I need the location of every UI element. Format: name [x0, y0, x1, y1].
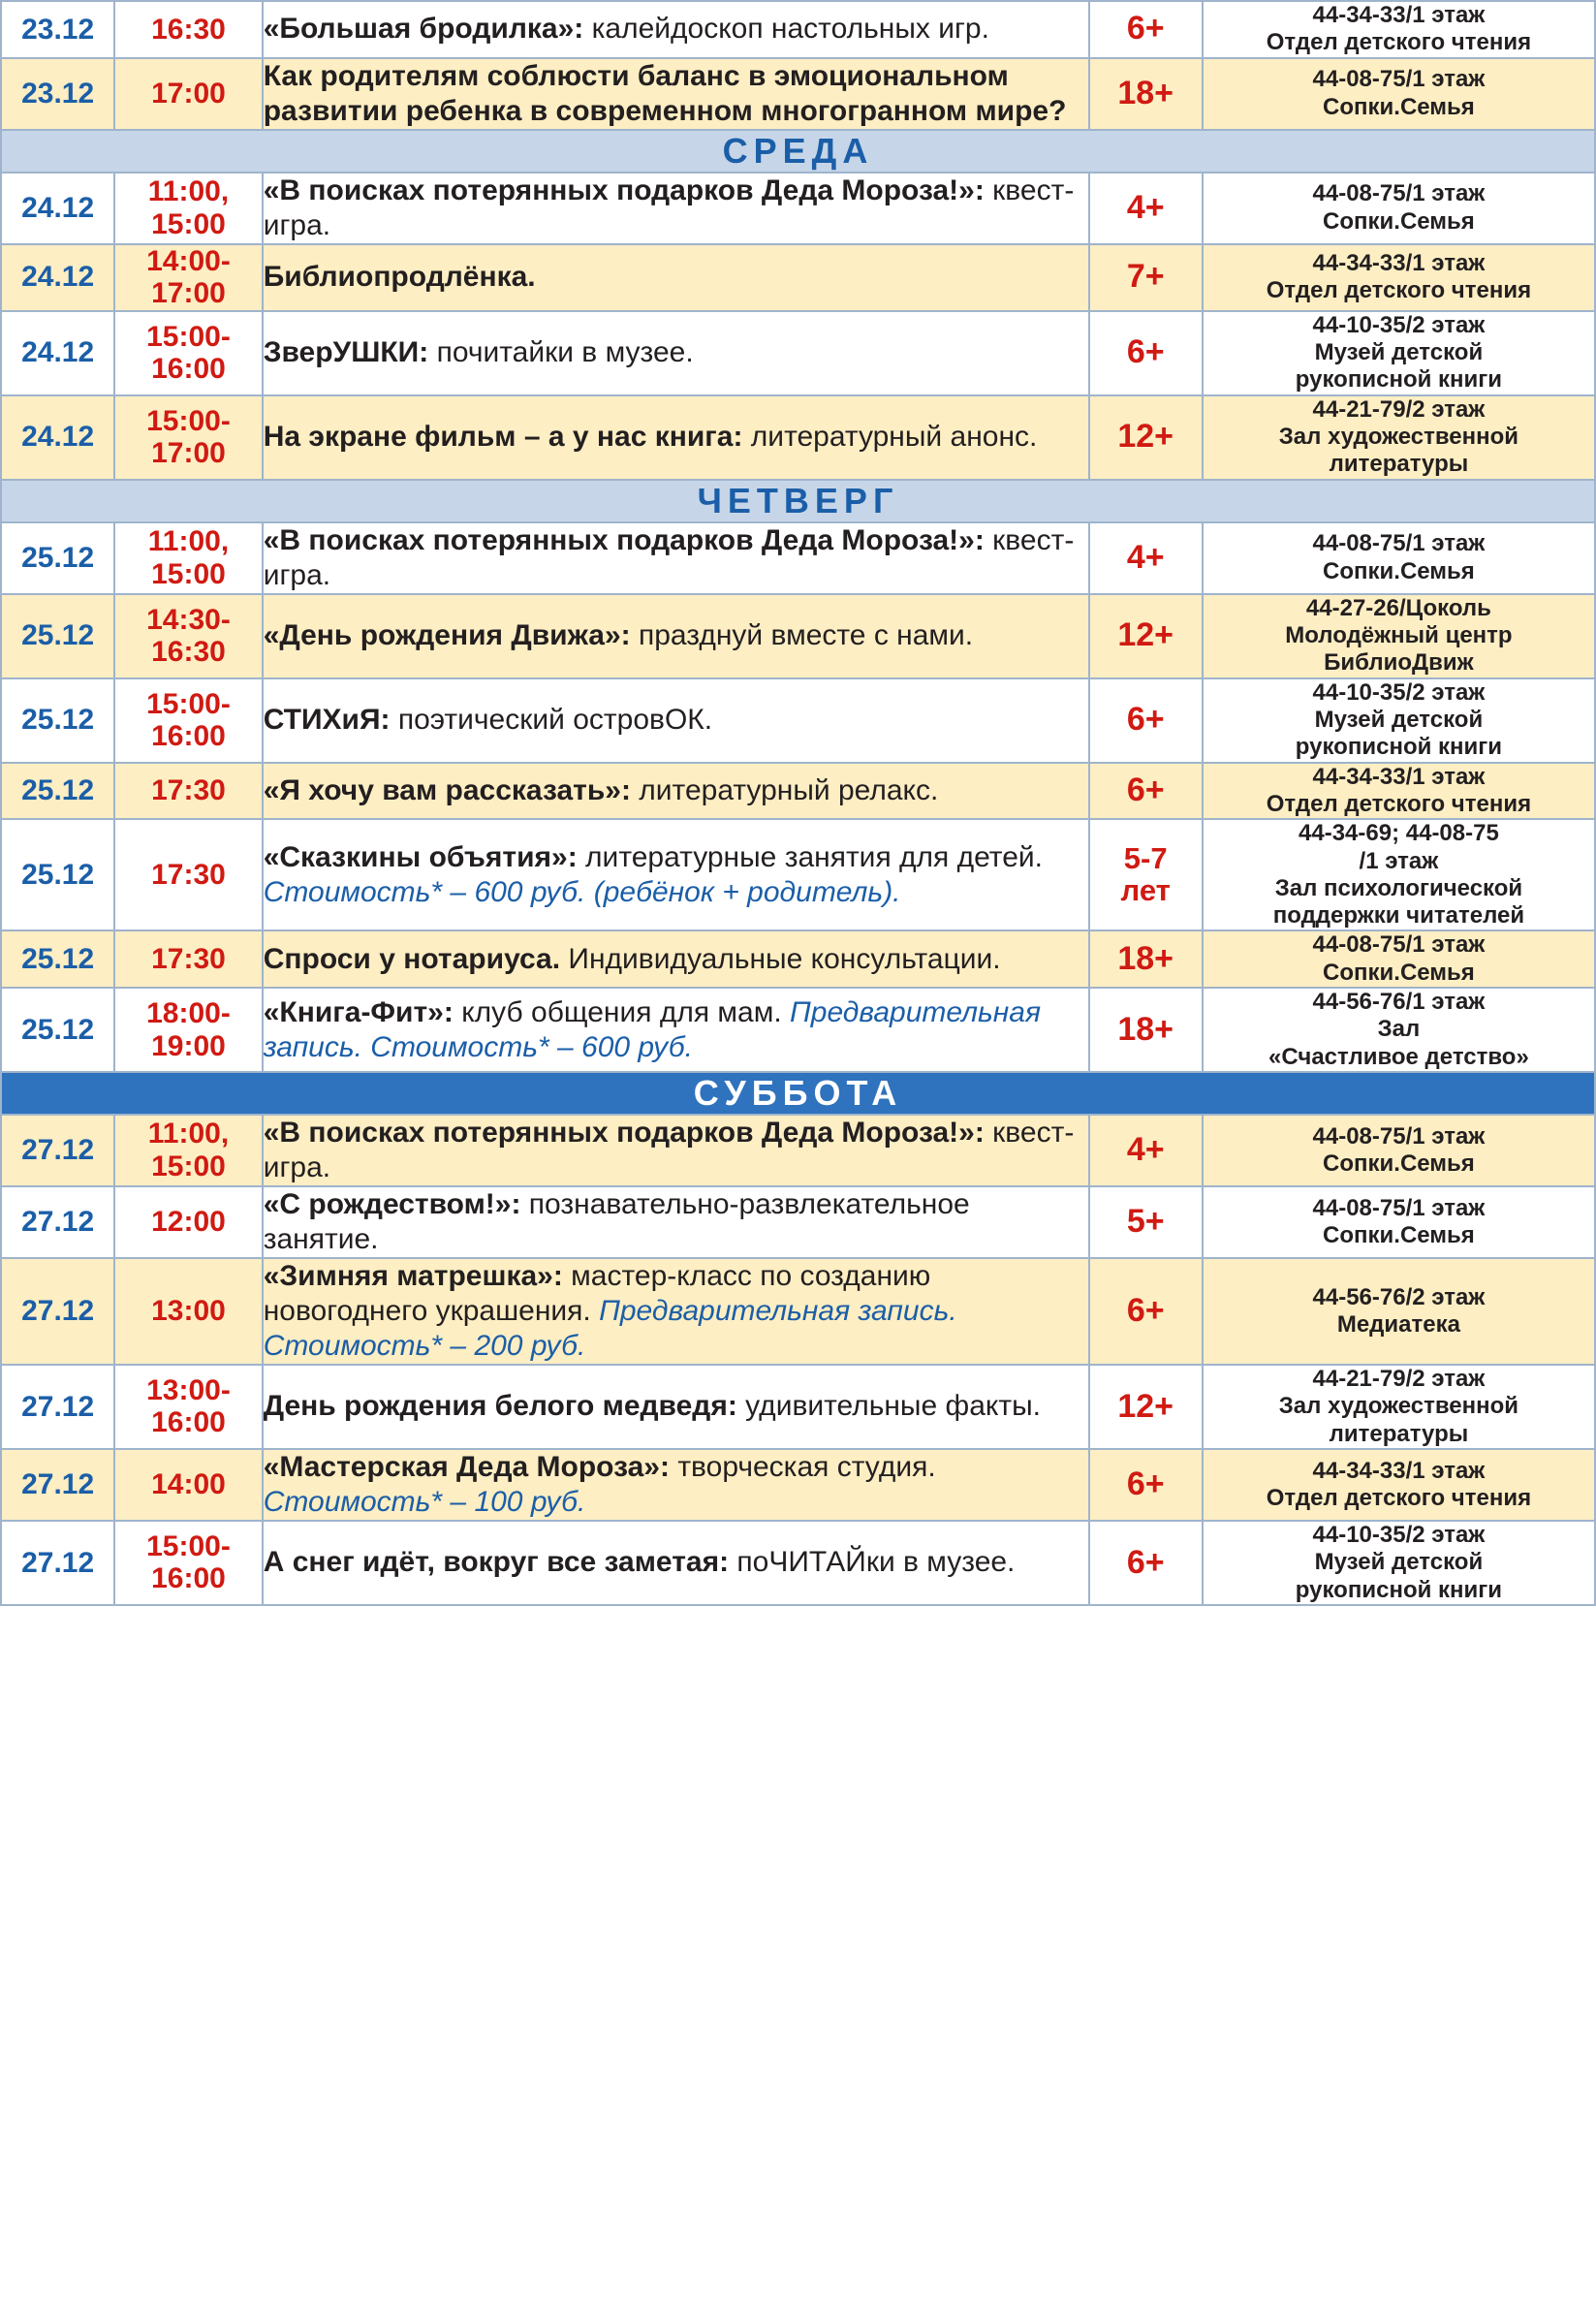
event-time: 16:30	[114, 1, 262, 58]
event-time: 17:30	[114, 930, 262, 988]
event-time: 17:30	[114, 819, 262, 930]
event-time: 17:30	[114, 763, 262, 820]
event-age-rating: 18+	[1089, 58, 1203, 130]
event-time: 15:00- 16:00	[114, 1521, 262, 1605]
table-row	[1, 1258, 1595, 1365]
event-title: День рождения белого медведя: удивительные факты.	[263, 1365, 1089, 1449]
table-row	[1, 594, 1595, 678]
event-location: 44-10-35/2 этаж Музей детской рукописной книги	[1203, 678, 1595, 763]
event-age-rating: 12+	[1089, 395, 1203, 480]
event-age-rating: 5-7 лет	[1089, 819, 1203, 930]
event-date: 25.12	[1, 522, 114, 594]
table-row	[1, 819, 1595, 930]
event-time: 13:00	[114, 1258, 262, 1365]
event-title: «Книга-Фит»: клуб общения для мам. Предварительная запись. Стоимость* – 600 руб.	[263, 988, 1089, 1072]
table-row	[1, 988, 1595, 1072]
event-age-rating: 6+	[1089, 1, 1203, 58]
event-date: 23.12	[1, 58, 114, 130]
event-location: 44-21-79/2 этаж Зал художественной литературы	[1203, 1365, 1595, 1449]
event-date: 27.12	[1, 1365, 114, 1449]
event-time: 14:00- 17:00	[114, 244, 262, 311]
schedule-body	[1, 1, 1595, 1605]
event-date: 24.12	[1, 244, 114, 311]
event-title: «Сказкины объятия»: литературные занятия для детей. Стоимость* – 600 руб. (ребёнок + родитель).	[263, 819, 1089, 930]
event-time: 11:00, 15:00	[114, 1115, 262, 1186]
table-row	[1, 1449, 1595, 1521]
event-date: 24.12	[1, 311, 114, 395]
day-header-row	[1, 480, 1595, 522]
table-row	[1, 244, 1595, 311]
event-title: «День рождения Движа»: празднуй вместе с нами.	[263, 594, 1089, 678]
event-location: 44-34-33/1 этаж Отдел детского чтения	[1203, 244, 1595, 311]
event-location: 44-56-76/2 этаж Медиатека	[1203, 1258, 1595, 1365]
table-row	[1, 395, 1595, 480]
event-title: Библиопродлёнка.	[263, 244, 1089, 311]
event-location: 44-56-76/1 этаж Зал «Счастливое детство»	[1203, 988, 1595, 1072]
event-title: «Большая бродилка»: калейдоскоп настольных игр.	[263, 1, 1089, 58]
event-date: 25.12	[1, 763, 114, 820]
event-date: 27.12	[1, 1258, 114, 1365]
event-time: 15:00- 16:00	[114, 678, 262, 763]
day-header-label: ЧЕТВЕРГ	[1, 480, 1595, 522]
table-row	[1, 1365, 1595, 1449]
event-date: 27.12	[1, 1449, 114, 1521]
event-age-rating: 5+	[1089, 1186, 1203, 1258]
table-row	[1, 678, 1595, 763]
event-title: «В поисках потерянных подарков Деда Мороза!»: квест-игра.	[263, 1115, 1089, 1186]
event-location: 44-21-79/2 этаж Зал художественной литературы	[1203, 395, 1595, 480]
event-location: 44-08-75/1 этаж Сопки.Семья	[1203, 522, 1595, 594]
table-row	[1, 173, 1595, 244]
event-time: 13:00- 16:00	[114, 1365, 262, 1449]
event-date: 25.12	[1, 678, 114, 763]
event-title: «Зимняя матрешка»: мастер-класс по созданию новогоднего украшения. Предварительная запись. Стоимость* – 200 руб.	[263, 1258, 1089, 1365]
event-age-rating: 4+	[1089, 522, 1203, 594]
event-time: 15:00- 17:00	[114, 395, 262, 480]
table-row	[1, 1115, 1595, 1186]
table-row	[1, 1186, 1595, 1258]
event-time: 12:00	[114, 1186, 262, 1258]
event-age-rating: 6+	[1089, 311, 1203, 395]
event-location: 44-08-75/1 этаж Сопки.Семья	[1203, 930, 1595, 988]
event-date: 27.12	[1, 1186, 114, 1258]
event-age-rating: 6+	[1089, 678, 1203, 763]
event-time: 14:00	[114, 1449, 262, 1521]
event-location: 44-34-69; 44-08-75 /1 этаж Зал психологической поддержки читателей	[1203, 819, 1595, 930]
day-header-row	[1, 1072, 1595, 1115]
event-title: «С рождеством!»: познавательно-развлекательное занятие.	[263, 1186, 1089, 1258]
day-header-row	[1, 130, 1595, 173]
event-age-rating: 18+	[1089, 988, 1203, 1072]
event-date: 25.12	[1, 930, 114, 988]
event-date: 25.12	[1, 988, 114, 1072]
event-age-rating: 6+	[1089, 763, 1203, 820]
event-date: 25.12	[1, 594, 114, 678]
event-title: «Я хочу вам рассказать»: литературный релакс.	[263, 763, 1089, 820]
event-title: СТИХиЯ: поэтический островОК.	[263, 678, 1089, 763]
day-header-label: СРЕДА	[1, 130, 1595, 173]
event-location: 44-10-35/2 этаж Музей детской рукописной книги	[1203, 311, 1595, 395]
event-title: «В поисках потерянных подарков Деда Мороза!»: квест-игра.	[263, 173, 1089, 244]
event-date: 25.12	[1, 819, 114, 930]
event-date: 27.12	[1, 1521, 114, 1605]
event-title: «В поисках потерянных подарков Деда Мороза!»: квест-игра.	[263, 522, 1089, 594]
event-location: 44-08-75/1 этаж Сопки.Семья	[1203, 1115, 1595, 1186]
event-age-rating: 6+	[1089, 1521, 1203, 1605]
table-row	[1, 1521, 1595, 1605]
table-row	[1, 763, 1595, 820]
table-row	[1, 311, 1595, 395]
event-age-rating: 4+	[1089, 173, 1203, 244]
event-title: Как родителям соблюсти баланс в эмоциональном развитии ребенка в современном многогранном мире?	[263, 58, 1089, 130]
day-header-label: СУББОТА	[1, 1072, 1595, 1115]
table-row	[1, 1, 1595, 58]
event-age-rating: 12+	[1089, 594, 1203, 678]
event-time: 17:00	[114, 58, 262, 130]
table-row	[1, 930, 1595, 988]
event-title: «Мастерская Деда Мороза»: творческая студия. Стоимость* – 100 руб.	[263, 1449, 1089, 1521]
event-title: На экране фильм – а у нас книга: литературный анонс.	[263, 395, 1089, 480]
event-age-rating: 7+	[1089, 244, 1203, 311]
table-row	[1, 522, 1595, 594]
event-date: 24.12	[1, 395, 114, 480]
event-age-rating: 6+	[1089, 1449, 1203, 1521]
event-title: А снег идёт, вокруг все заметая: поЧИТАЙки в музее.	[263, 1521, 1089, 1605]
event-time: 15:00- 16:00	[114, 311, 262, 395]
event-location: 44-34-33/1 этаж Отдел детского чтения	[1203, 1449, 1595, 1521]
event-title: Спроси у нотариуса. Индивидуальные консультации.	[263, 930, 1089, 988]
event-time: 11:00, 15:00	[114, 173, 262, 244]
event-time: 11:00, 15:00	[114, 522, 262, 594]
event-age-rating: 4+	[1089, 1115, 1203, 1186]
event-location: 44-34-33/1 этаж Отдел детского чтения	[1203, 1, 1595, 58]
event-location: 44-27-26/Цоколь Молодёжный центр БиблиоДвиж	[1203, 594, 1595, 678]
event-date: 27.12	[1, 1115, 114, 1186]
event-location: 44-08-75/1 этаж Сопки.Семья	[1203, 173, 1595, 244]
event-location: 44-10-35/2 этаж Музей детской рукописной книги	[1203, 1521, 1595, 1605]
event-time: 14:30- 16:30	[114, 594, 262, 678]
event-location: 44-34-33/1 этаж Отдел детского чтения	[1203, 763, 1595, 820]
event-age-rating: 18+	[1089, 930, 1203, 988]
event-time: 18:00- 19:00	[114, 988, 262, 1072]
event-title: ЗверУШКИ: почитайки в музее.	[263, 311, 1089, 395]
event-location: 44-08-75/1 этаж Сопки.Семья	[1203, 1186, 1595, 1258]
event-location: 44-08-75/1 этаж Сопки.Семья	[1203, 58, 1595, 130]
event-date: 24.12	[1, 173, 114, 244]
event-age-rating: 12+	[1089, 1365, 1203, 1449]
event-age-rating: 6+	[1089, 1258, 1203, 1365]
table-row	[1, 58, 1595, 130]
event-date: 23.12	[1, 1, 114, 58]
